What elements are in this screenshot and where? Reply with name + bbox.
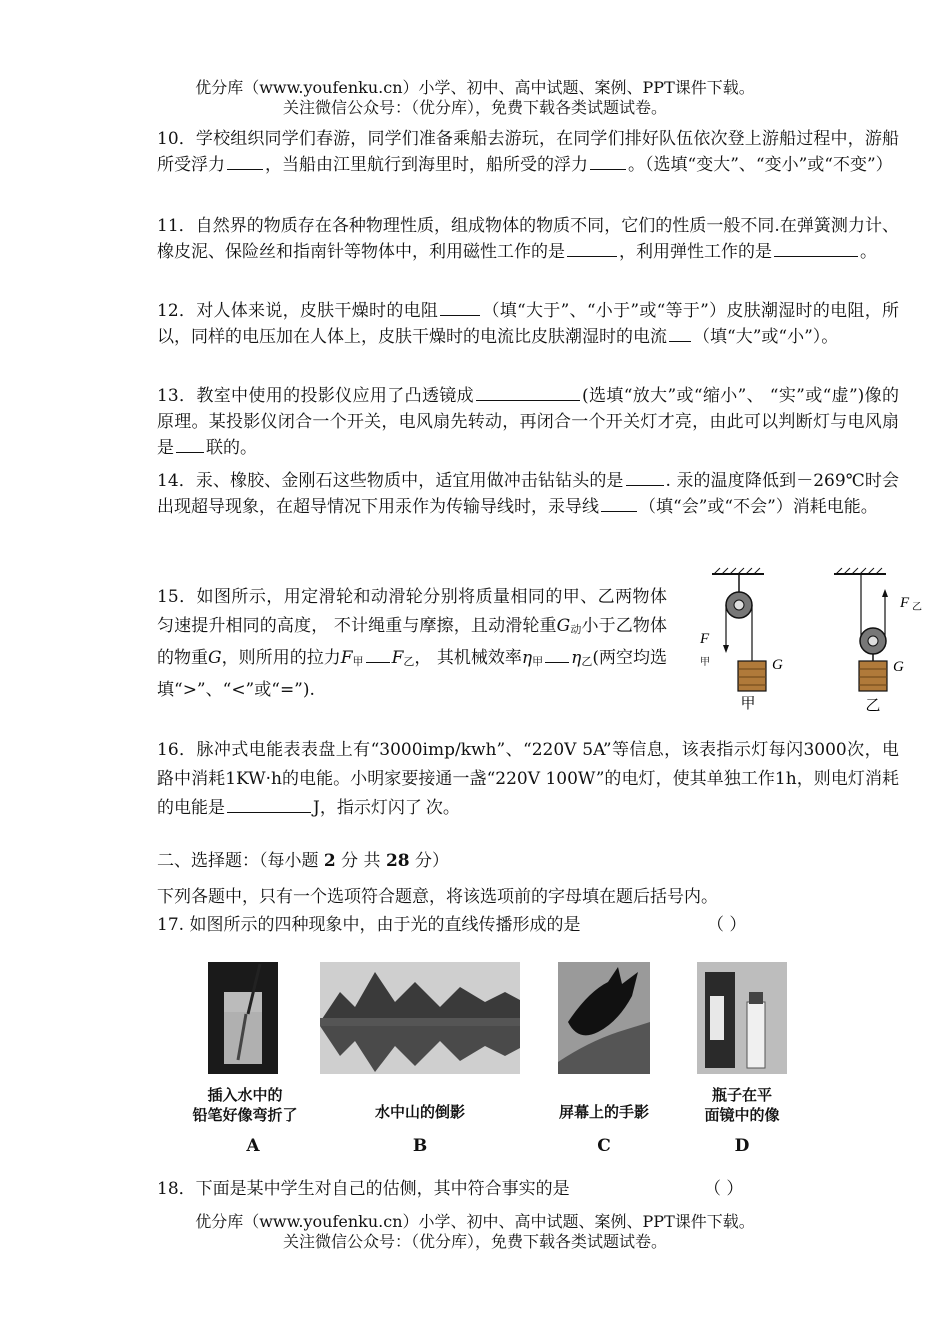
answer-bracket[interactable]: （ ） [707,915,747,935]
question-12: 12．对人体来说，皮肤干燥时的电阻 （填“大于”、“小于”或“等于”）皮肤潮湿时的电阻，所以，同样的电压加在人体上，皮肤干燥时的电流比皮肤潮湿时的电流 （填“大”或“小”）。 [157,298,899,350]
answer-blank[interactable] [601,494,637,512]
photo-mountain-reflection [320,962,520,1074]
pulley-figure [690,565,920,725]
photo-bottle-mirror [697,962,787,1074]
right-ceiling [834,568,886,574]
answer-blank[interactable] [176,435,204,453]
answer-blank[interactable] [227,152,263,170]
answer-blank[interactable] [774,239,858,257]
answer-blank[interactable] [366,645,390,663]
answer-blank[interactable] [626,468,664,486]
caption-b: 水中山的倒影 [374,1103,465,1121]
header-line-2: 关注微信公众号：（优分库），免费下载各类试题试卷。 [282,98,667,117]
right-force-sub: 乙 [912,602,922,613]
photo-hand-shadow [558,962,650,1074]
answer-bracket[interactable]: （ ） [704,1179,744,1199]
answer-blank[interactable] [590,152,626,170]
question-18: 18．下面是某中学生对自己的估侧，其中符合事实的是 [157,1179,570,1199]
photo-pencil-in-water [208,962,278,1074]
option-d[interactable]: D [734,1136,750,1156]
right-weight-label: G [893,659,904,675]
answer-blank[interactable] [545,645,569,663]
left-caption: 甲 [740,696,756,712]
answer-blank[interactable] [567,239,617,257]
object-jia-block [738,661,766,691]
answer-blank[interactable] [476,383,580,401]
question-16: 16．脉冲式电能表表盘上有“3000imp/kwh”、“220V 5A”等信息，该表指示灯每闪3000次，电路中消耗1KW·h的电能。小明家要接通一盏“220V 100W”的电灯，使其单独工作1h，则电灯消耗的电能是 J，指示灯闪了 次。 [157,740,899,818]
option-b[interactable]: B [412,1136,428,1156]
right-force-label: F [900,595,910,611]
option-a[interactable]: A [246,1136,260,1156]
question-10: 10．学校组织同学们春游，同学们准备乘船去游玩，在同学们排好队伍依次登上游船过程中，游船所受浮力 ，当船由江里航行到海里时，船所受的浮力 。（选填“变大”、“变小”或“不变”） [157,129,899,175]
force-arrow-icon [723,645,729,653]
caption-c: 屏幕上的手影 [558,1103,649,1121]
object-yi-block [859,661,887,691]
question-15: 15．如图所示，用定滑轮和动滑轮分别将质量相同的甲、乙两物体匀速提升相同的高度， 不计绳重与摩擦，且动滑轮重G动小于乙物体的物重G，则所用的拉力F甲 F乙， 其机械效率η甲 η乙(两空均选填“>”、“<”或“=”). [157,587,668,700]
question-13: 13．教室中使用的投影仪应用了凸透镜成 (选填“放大”或“缩小”、 “实”或“虚”)像的原理。某投影仪闭合一个开关，电风扇先转动，再闭合一个开关灯才亮，由此可以判断灯与电风扇是 联的。 [157,383,899,461]
question-17: 17. 如图所示的四种现象中，由于光的直线传播形成的是 [157,915,581,935]
answer-blank[interactable] [227,795,311,813]
left-weight-label: G [772,657,783,673]
caption-d: 瓶子在平 面镜中的像 [704,1086,780,1124]
option-c[interactable]: C [597,1136,611,1156]
section-2-title: 二、选择题：（每小题 2 分 共 28 分） [157,851,450,871]
question-14: 14．汞、橡胶、金刚石这些物质中，适宜用做冲击钻钻头的是 . 汞的温度降低到－269℃时会出现超导现象，在超导情况下用汞作为传输导线时，汞导线 （填“会”或“不会”）消耗电能。 [157,468,899,520]
footer-line-1: 优分库（www.youfenku.cn）小学、初中、高中试题、案例、PPT课件下载。 [195,1212,755,1231]
left-force-sub: 甲 [700,657,710,668]
left-ceiling [712,568,764,574]
section-2-instruction: 下列各题中，只有一个选项符合题意，将该选项前的字母填在题后括号内。 [157,887,718,907]
footer-line-2: 关注微信公众号：（优分库），免费下载各类试题试卷。 [282,1232,667,1251]
header-line-1: 优分库（www.youfenku.cn）小学、初中、高中试题、案例、PPT课件下载。 [195,78,755,97]
question-11: 11．自然界的物质存在各种物理性质，组成物体的物质不同，它们的性质一般不同.在弹簧测力计、橡皮泥、保险丝和指南针等物体中，利用磁性工作的是 ，利用弹性工作的是 。 [157,216,899,262]
force-arrow-icon [882,589,888,597]
right-caption: 乙 [865,698,881,714]
answer-blank[interactable] [669,324,691,342]
left-force-label: F [700,631,710,647]
caption-a: 插入水中的 铅笔好像弯折了 [192,1086,298,1124]
answer-blank[interactable] [440,298,480,316]
